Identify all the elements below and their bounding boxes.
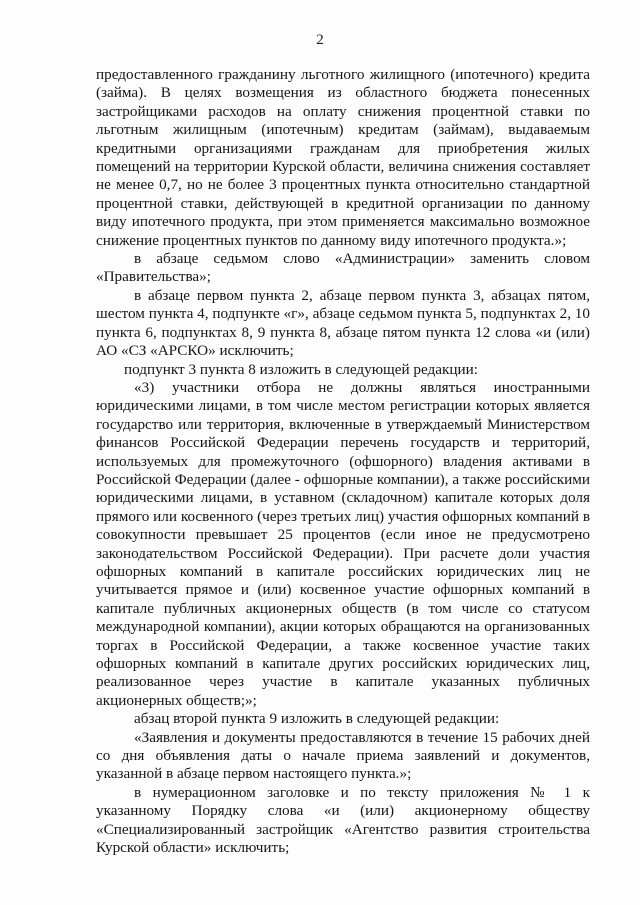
- paragraph-4: подпункт 3 пункта 8 изложить в следующей редакции:: [124, 360, 478, 378]
- paragraph-3: в абзаце первом пункта 2, абзаце первом пункта 3, абзацах пятом, шестом пункта 4, подпункте «г», абзаце седьмом пункта 5, подпунктах 2, 10 пункта 6, подпунктах 8, 9 пункта 8, абзаце пятом пункта 12 слова «и (или) АО «СЗ «АРСКО» исключить;: [96, 286, 590, 360]
- paragraph-1: предоставленного гражданину льготного жилищного (ипотечного) кредита (займа). В целях возмещения из областного бюджета понесенных застройщиками расходов на оплату снижения процентной ставки по льготным жилищным (ипотечным) кредитам (займам), выдаваемым кредитными организациями гражданам для приобретения жилых помещений на территории Курской области, величина снижения составляет не менее 0,7, но не более 3 процентных пункта относительно стандартной процентной ставки, действующей в кредитной организации по данному виду ипотечного продукта, при этом применяется максимально возможное снижение процентных пунктов по данному виду ипотечного продукта.»;: [96, 66, 590, 249]
- paragraph-2: в абзаце седьмом слово «Администрации» заменить словом «Правительства»;: [96, 250, 590, 286]
- page-number: 2: [316, 32, 324, 48]
- paragraph-5: «3) участники отбора не должны являться иностранными юридическими лицами, в том числе местом регистрации которых является государство или территория, включенные в утверждаемый Министерством финансов Российской Федерации перечень государств и территорий, используемых для промежуточного (офшорного) владения активами в Российской Федерации (далее - офшорные компании), а также российскими юридическими лицами, в уставном (складочном) капитале которых доля прямого или косвенного (через третьих лиц) участия офшорных компаний в совокупности превышает 25 процентов (если иное не предусмотрено законодательством Российской Федерации). При расчете доли участия офшорных компаний в капитале российских юридических лиц не учитывается прямое и (или) косвенное участие офшорных компаний в капитале публичных акционерных обществ (в том числе со статусом международной компании), акции которых обращаются на организованных торгах в Российской Федерации, а также косвенное участие таких офшорных компаний в капитале других российских юридических лиц, реализованное через участие в капитале указанных публичных акционерных обществ;»;: [96, 378, 590, 709]
- paragraph-6: абзац второй пункта 9 изложить в следующей редакции:: [134, 710, 500, 728]
- paragraph-7: «Заявления и документы предоставляются в течение 15 рабочих дней со дня объявления даты о начале приема заявлений и документов, указанной в абзаце первом настоящего пункта.»;: [96, 728, 590, 783]
- paragraph-8: в нумерационном заголовке и по тексту приложения № 1 к указанному Порядку слова «и (или) акционерному обществу «Специализированный застройщик «Агентство развития строительства Курской области» исключить;: [96, 783, 590, 857]
- document-body: [96, 66, 590, 857]
